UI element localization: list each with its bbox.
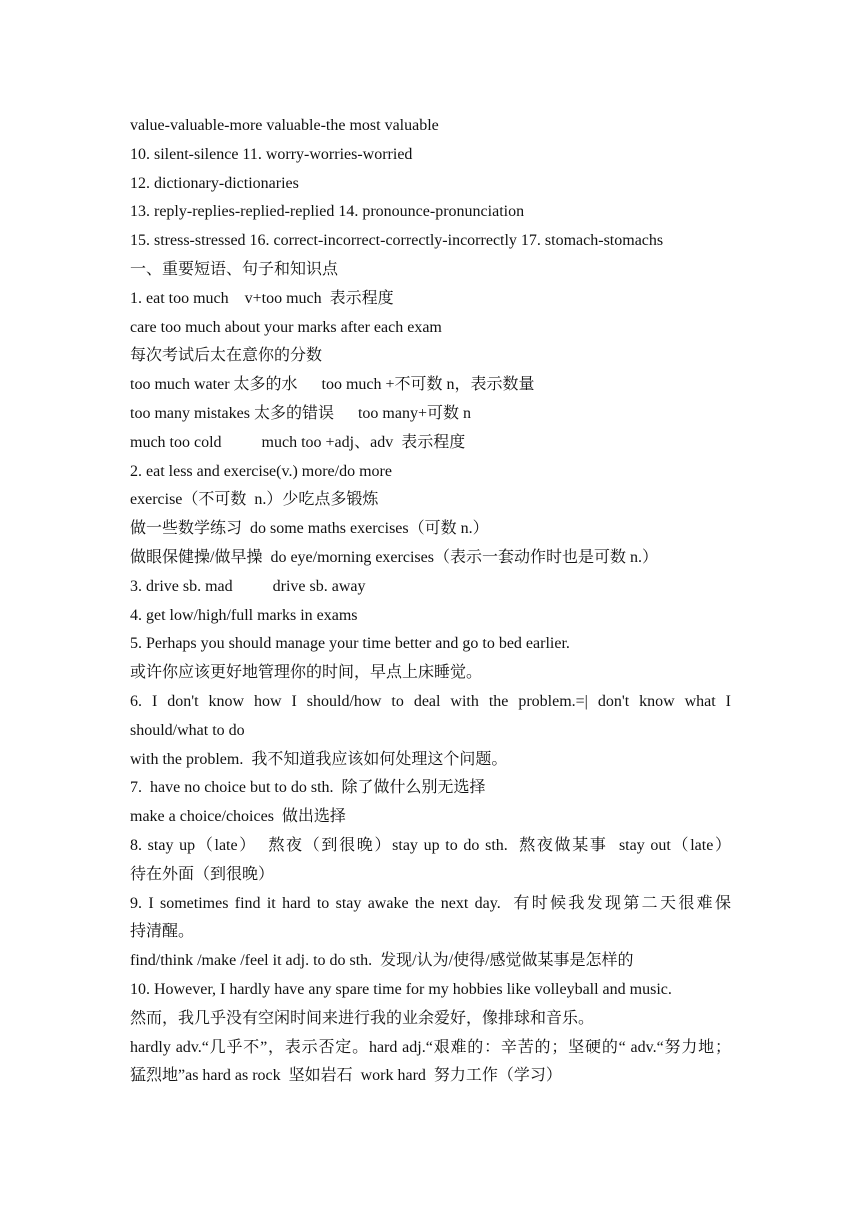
text-line: make a choice/choices 做出选择 [130, 808, 346, 826]
text-line: too much water 太多的水 too much +不可数 n，表示数量 [130, 376, 535, 394]
text-line: 或许你应该更好地管理你的时间，早点上床睡觉。 [130, 664, 483, 682]
text-line: 猛烈地”as hard as rock 坚如岩石 work hard 努力工作（学习） [130, 1067, 562, 1085]
text-line: 做一些数学练习 do some maths exercises（可数 n.） [130, 520, 489, 538]
text-line: value-valuable-more valuable-the most valuable [130, 117, 439, 134]
text-line: with the problem. 我不知道我应该如何处理这个问题。 [130, 750, 508, 768]
text-line: 4. get low/high/full marks in exams [130, 606, 358, 624]
text-line: 10. silent-silence 11. worry-worries-worried [130, 145, 413, 163]
text-line: 13. reply-replies-replied-replied 14. pronounce-pronunciation [130, 203, 525, 221]
text-line: 做眼保健操/做早操 do eye/morning exercises（表示一套动作时也是可数 n.） [130, 548, 658, 566]
text-line: exercise（不可数 n.）少吃点多锻炼 [130, 491, 379, 509]
text-line: 1. eat too much v+too much 表示程度 [130, 289, 394, 307]
document-body [130, 112, 731, 1091]
text-line: hardly adv.“几乎不”，表示否定。hard adj.“艰难的：辛苦的；坚硬的“ adv.“努力地； [130, 1038, 731, 1056]
text-line: 3. drive sb. mad drive sb. away [130, 577, 366, 595]
text-line: 7. have no choice but to do sth. 除了做什么别无选择 [130, 779, 486, 797]
text-line: much too cold much too +adj、adv 表示程度 [130, 433, 466, 451]
text-line: 12. dictionary-dictionaries [130, 174, 299, 192]
text-line: 5. Perhaps you should manage your time better and go to bed earlier. [130, 635, 570, 653]
text-line: too many mistakes 太多的错误 too many+可数 n [130, 404, 472, 422]
text-line: 10. However, I hardly have any spare time for my hobbies like volleyball and music. [130, 980, 672, 998]
text-line: 15. stress-stressed 16. correct-incorrect-correctly-incorrectly 17. stomach-stomachs [130, 232, 664, 250]
text-line: 9. I sometimes find it hard to stay awake the next day. 有时候我发现第二天很难保 [130, 894, 731, 912]
text-line: find/think /make /feel it adj. to do sth. 发现/认为/使得/感觉做某事是怎样的 [130, 952, 634, 970]
text-line: 每次考试后太在意你的分数 [130, 347, 323, 365]
text-line: should/what to do [130, 721, 245, 739]
text-line: 8. stay up（late） 熬夜（到很晚）stay up to do sth. 熬夜做某事 stay out（late） [130, 836, 731, 854]
text-line: 2. eat less and exercise(v.) more/do more [130, 462, 392, 480]
text-line: care too much about your marks after each exam [130, 318, 442, 336]
text-line: 然而，我几乎没有空闲时间来进行我的业余爱好，像排球和音乐。 [130, 1009, 595, 1027]
text-line: 持清醒。 [130, 923, 195, 941]
text-line: 待在外面（到很晚） [130, 865, 275, 883]
section-heading: 一、重要短语、句子和知识点 [130, 260, 339, 278]
text-line: 6. I don't know how I should/how to deal with the problem.=| don't know what I [130, 692, 731, 710]
